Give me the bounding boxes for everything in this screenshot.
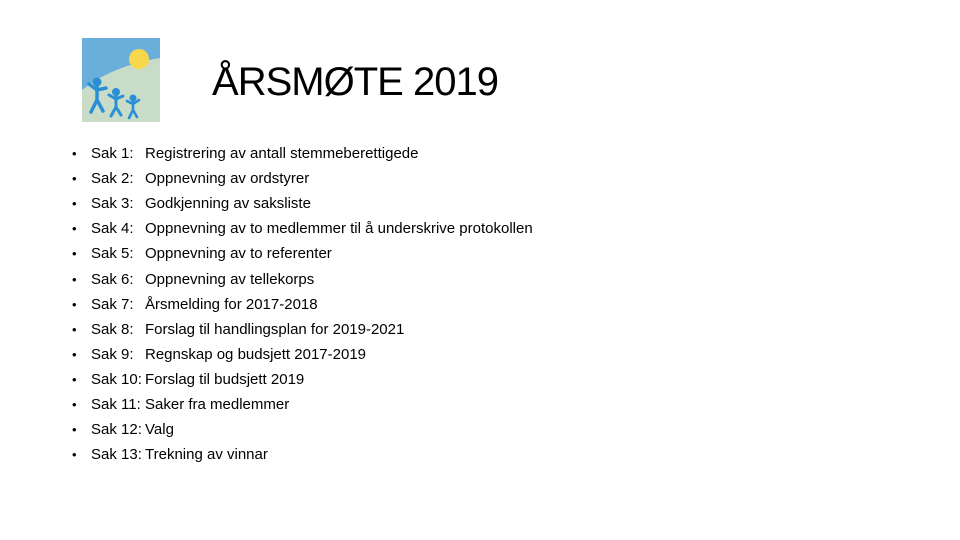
bullet: • (72, 271, 77, 287)
bullet: • (72, 396, 77, 412)
bullet: • (72, 346, 77, 362)
agenda-item-text: Forslag til handlingsplan for 2019-2021 (145, 320, 405, 338)
bullet: • (72, 246, 77, 262)
agenda-item-number: Sak 6: (91, 270, 134, 288)
agenda-item-number: Sak 3: (91, 195, 134, 213)
agenda-item (72, 317, 533, 342)
agenda-item (72, 266, 533, 291)
family-sun-logo-icon (82, 38, 160, 122)
agenda-item-number: Sak 13: (91, 446, 142, 464)
agenda-item (72, 367, 533, 392)
agenda-item-text: Årsmelding for 2017-2018 (145, 295, 318, 313)
bullet: • (72, 447, 77, 463)
agenda-item-text: Forslag til budsjett 2019 (145, 370, 305, 388)
bullet: • (72, 371, 77, 387)
agenda-item-number: Sak 10: (91, 370, 142, 388)
agenda-item-text: Oppnevning av to medlemmer til å underskrive protokollen (145, 220, 533, 238)
agenda-item-text: Regnskap og budsjett 2017-2019 (145, 345, 367, 363)
page-title: ÅRSMØTE 2019 (212, 60, 498, 104)
logo (82, 38, 160, 122)
agenda-item-text: Registrering av antall stemmeberettigede (145, 145, 419, 163)
agenda-item-number: Sak 11: (91, 395, 141, 413)
agenda-list (72, 141, 533, 467)
agenda-item-text: Valg (145, 421, 174, 439)
agenda-item-text: Saker fra medlemmer (145, 395, 290, 413)
agenda-item (72, 292, 533, 317)
agenda-item-number: Sak 5: (91, 245, 134, 263)
bullet: • (72, 146, 77, 162)
agenda-item-text: Godkjenning av saksliste (145, 195, 311, 213)
agenda-item (72, 442, 533, 467)
bullet: • (72, 321, 77, 337)
agenda-item-number: Sak 7: (91, 295, 134, 313)
agenda-item (72, 417, 533, 442)
agenda-item-number: Sak 2: (91, 170, 134, 188)
agenda-item-number: Sak 1: (91, 145, 134, 163)
agenda-item-number: Sak 12: (91, 421, 142, 439)
agenda-item (72, 241, 533, 266)
agenda-item (72, 141, 533, 166)
agenda-item (72, 392, 533, 417)
agenda-item-text: Trekning av vinnar (145, 446, 268, 464)
bullet: • (72, 221, 77, 237)
agenda-item-number: Sak 9: (91, 345, 134, 363)
agenda-item (72, 342, 533, 367)
agenda-item (72, 216, 533, 241)
agenda-item-number: Sak 8: (91, 320, 134, 338)
bullet: • (72, 171, 77, 187)
bullet: • (72, 296, 77, 312)
agenda-item (72, 191, 533, 216)
agenda-item-number: Sak 4: (91, 220, 134, 238)
agenda-item-text: Oppnevning av tellekorps (145, 270, 315, 288)
bullet: • (72, 196, 77, 212)
agenda-item-text: Oppnevning av ordstyrer (145, 170, 310, 188)
agenda-item-text: Oppnevning av to referenter (145, 245, 332, 263)
bullet: • (72, 422, 77, 438)
agenda-item (72, 166, 533, 191)
